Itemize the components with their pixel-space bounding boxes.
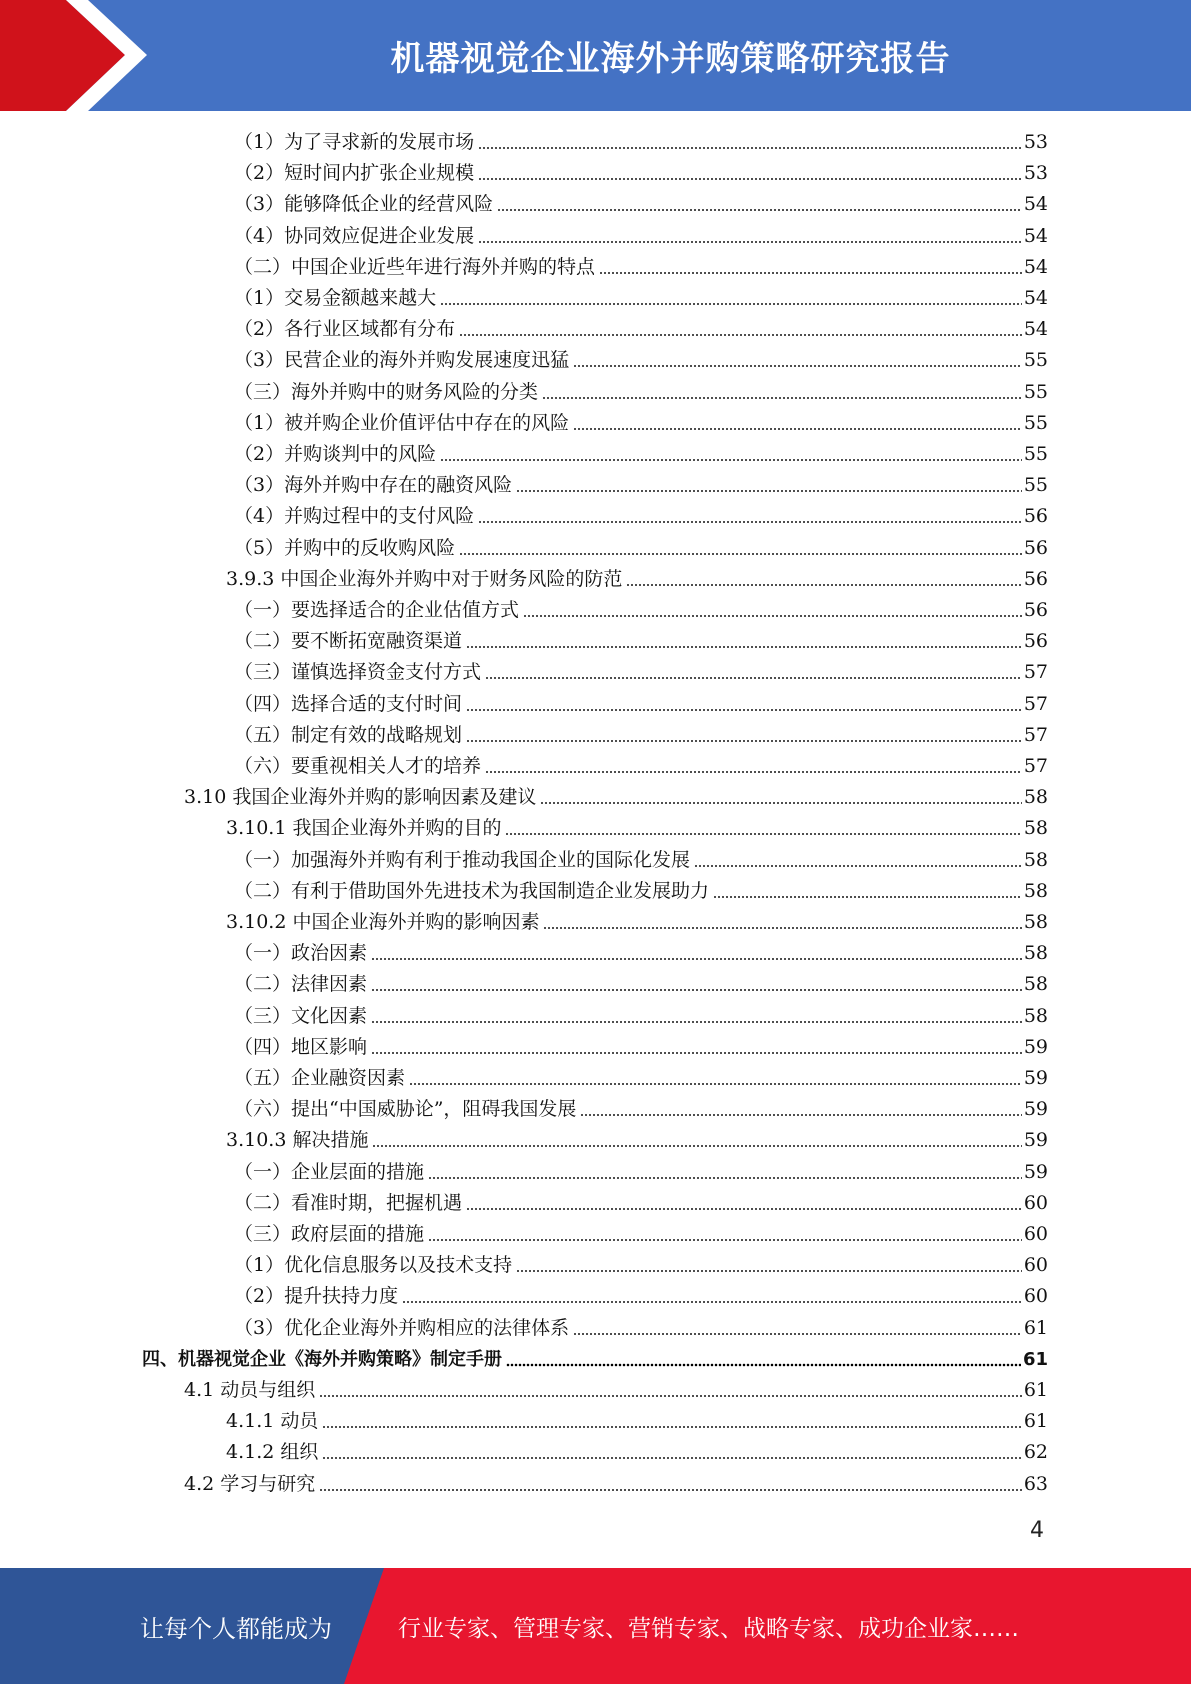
toc-entry-page: 55 [1023,349,1048,372]
toc-entry-title: （一）政治因素 [234,942,368,965]
toc-entry[interactable] [234,720,1048,751]
toc-entry-page: 61 [1022,1348,1048,1370]
toc-dot-leader [371,1034,1022,1065]
toc-entry-page: 59 [1023,1098,1048,1121]
toc-entry-page: 58 [1023,1004,1048,1027]
toc-dot-leader [694,847,1022,878]
toc-dot-leader [573,347,1022,378]
toc-dot-leader [319,1471,1022,1502]
toc-dot-leader [478,129,1022,160]
toc-dot-leader [402,1283,1022,1314]
toc-dot-leader [516,1252,1022,1283]
toc-entry-title: （3）优化企业海外并购相应的法律体系 [234,1316,570,1339]
toc-dot-leader [322,1439,1021,1470]
toc-entry-title: 4.1 动员与组织 [184,1379,316,1401]
toc-entry-page: 58 [1023,879,1048,902]
toc-entry[interactable] [234,876,1048,907]
toc-entry-title: （2）各行业区域都有分布 [234,318,456,341]
toc-dot-leader [371,1003,1022,1034]
toc-dot-leader [478,160,1022,191]
toc-entry[interactable] [234,377,1048,408]
toc-entry-title: （五）企业融资因素 [234,1067,406,1089]
toc-entry-page: 58 [1023,817,1048,840]
toc-dot-leader [440,441,1022,472]
toc-entry-title: （三）文化因素 [234,1004,368,1027]
toc-entry-title: （2）短时间内扩张企业规模 [234,162,475,185]
toc-entry-page: 53 [1023,131,1048,153]
toc-entry[interactable] [226,907,1048,938]
toc-entry-page: 57 [1023,661,1048,684]
toc-entry-page: 59 [1023,1035,1048,1058]
toc-entry[interactable] [234,751,1048,782]
toc-entry-title: 3.10 我国企业海外并购的影响因素及建议 [184,786,537,809]
toc-entry-page: 56 [1023,505,1048,528]
toc-dot-leader [542,379,1022,410]
toc-entry[interactable] [226,1125,1048,1156]
toc-entry-page: 57 [1023,692,1048,715]
toc-entry[interactable] [226,1406,1048,1437]
toc-dot-leader [459,535,1022,566]
toc-entry-page: 55 [1023,380,1048,403]
toc-entry-page: 57 [1023,755,1048,777]
toc-entry-page: 56 [1023,630,1048,653]
toc-entry-title: （一）企业层面的措施 [234,1160,425,1183]
toc-dot-leader [322,1408,1021,1439]
page-number: 4 [1030,1518,1044,1543]
toc-entry-page: 63 [1023,1472,1048,1495]
toc-entry[interactable] [184,782,1048,813]
toc-entry-page: 54 [1023,287,1048,309]
toc-entry-title: （二）中国企业近些年进行海外并购的特点 [234,255,596,278]
toc-entry-title: （2）提升扶持力度 [234,1285,399,1308]
toc-entry-title: （三）谨慎选择资金支付方式 [234,661,482,684]
toc-entry[interactable] [234,595,1048,626]
toc-entry-title: （三）海外并购中的财务风险的分类 [234,380,539,403]
toc-entry-page: 61 [1023,1379,1048,1401]
toc-entry[interactable] [234,408,1048,439]
toc-dot-leader [523,597,1022,628]
toc-entry[interactable] [142,1344,1048,1375]
toc-entry-title: （六）要重视相关人才的培养 [234,755,482,777]
toc-entry-page: 55 [1023,411,1048,434]
toc-entry-page: 53 [1023,162,1048,185]
toc-dot-leader [319,1377,1022,1408]
toc-entry-title: （1）交易金额越来越大 [234,287,437,309]
page-header [0,0,1191,111]
toc-entry[interactable] [226,1437,1048,1468]
toc-entry-title: （1）被并购企业价值评估中存在的风险 [234,411,570,434]
toc-entry-title: 4.2 学习与研究 [184,1472,316,1495]
toc-entry[interactable] [234,501,1048,532]
toc-entry[interactable] [234,221,1048,252]
toc-entry-title: （一）加强海外并购有利于推动我国企业的国际化发展 [234,848,691,871]
footer-slogan-left: 让每个人都能成为 [140,1614,332,1643]
toc-entry[interactable] [184,1375,1048,1406]
toc-dot-leader [540,784,1021,815]
toc-entry-page: 57 [1023,723,1048,746]
toc-entry-title: （六）提出“中国威胁论”，阻碍我国发展 [234,1098,577,1121]
toc-entry-page: 54 [1023,318,1048,341]
toc-entry[interactable] [234,1157,1048,1188]
toc-entry-title: （4）协同效应促进企业发展 [234,224,475,247]
toc-entry-page: 54 [1023,255,1048,278]
toc-entry-title: （三）政府层面的措施 [234,1223,425,1245]
toc-entry-page: 61 [1023,1316,1048,1339]
toc-entry[interactable] [184,1469,1048,1500]
toc-entry-page: 60 [1023,1223,1048,1245]
toc-dot-leader [516,472,1022,503]
toc-entry-title: （四）地区影响 [234,1035,368,1058]
toc-entry[interactable] [234,1219,1048,1250]
toc-entry-title: （3）能够降低企业的经营风险 [234,193,494,216]
toc-entry-page: 61 [1023,1410,1048,1433]
toc-entry-title: 4.1.2 组织 [226,1441,319,1464]
toc-entry-title: （3）海外并购中存在的融资风险 [234,474,513,497]
toc-entry-title: 3.10.3 解决措施 [226,1129,369,1152]
toc-entry-page: 59 [1023,1067,1048,1089]
toc-dot-leader [626,566,1021,597]
toc-dot-leader [573,410,1022,441]
toc-entry[interactable] [234,969,1048,1000]
toc-entry[interactable] [234,533,1048,564]
toc-entry[interactable] [234,1032,1048,1063]
toc-dot-leader [497,191,1022,222]
toc-dot-leader [580,1096,1021,1127]
toc-entry[interactable] [234,626,1048,657]
toc-dot-leader [466,691,1022,722]
toc-dot-leader [506,1346,1021,1377]
toc-entry[interactable] [234,1063,1048,1094]
report-title: 机器视觉企业海外并购策略研究报告 [390,39,951,79]
toc-entry[interactable] [234,158,1048,189]
page-footer [0,1568,1191,1684]
toc-entry-title: 3.10.1 我国企业海外并购的目的 [226,817,502,840]
toc-dot-leader [505,815,1021,846]
toc-entry-page: 59 [1023,1129,1048,1152]
toc-entry[interactable] [234,439,1048,470]
toc-entry[interactable] [234,689,1048,720]
toc-entry[interactable] [226,564,1048,595]
toc-entry[interactable] [234,845,1048,876]
toc-entry[interactable] [234,938,1048,969]
toc-dot-leader [466,722,1022,753]
toc-entry-page: 55 [1023,474,1048,497]
toc-dot-leader [440,285,1022,316]
toc-dot-leader [409,1065,1022,1096]
toc-entry-title: 3.9.3 中国企业海外并购中对于财务风险的防范 [226,567,623,590]
toc-entry-title: （五）制定有效的战略规划 [234,723,463,746]
toc-entry-title: （3）民营企业的海外并购发展速度迅猛 [234,349,570,372]
toc-entry[interactable] [234,283,1048,314]
toc-entry-title: 四、机器视觉企业《海外并购策略》制定手册 [142,1348,502,1370]
toc-entry[interactable] [234,252,1048,283]
toc-entry[interactable] [234,1313,1048,1344]
toc-entry-title: （2）并购谈判中的风险 [234,443,437,465]
toc-entry-title: （二）有利于借助国外先进技术为我国制造企业发展助力 [234,879,710,902]
toc-dot-leader [573,1315,1022,1346]
toc-entry-title: （4）并购过程中的支付风险 [234,505,475,528]
toc-entry-title: （四）选择合适的支付时间 [234,692,463,715]
header-arrow-decoration [0,0,160,111]
toc-entry-title: （一）要选择适合的企业估值方式 [234,599,520,621]
toc-entry-page: 58 [1023,973,1048,996]
toc-entry-page: 55 [1023,443,1048,465]
toc-entry[interactable] [234,345,1048,376]
toc-dot-leader [543,909,1021,940]
toc-dot-leader [599,254,1022,285]
toc-entry-page: 62 [1023,1441,1048,1464]
toc-dot-leader [713,878,1022,909]
toc-entry[interactable] [234,189,1048,220]
toc-entry-title: （1）优化信息服务以及技术支持 [234,1254,513,1277]
toc-entry-page: 56 [1023,536,1048,559]
toc-entry-title: 3.10.2 中国企业海外并购的影响因素 [226,911,540,933]
toc-dot-leader [371,940,1022,971]
toc-entry[interactable] [234,1281,1048,1312]
toc-dot-leader [371,971,1022,1002]
toc-entry-page: 60 [1023,1285,1048,1308]
toc-dot-leader [485,659,1022,690]
toc-entry-title: （二）法律因素 [234,973,368,996]
toc-entry[interactable] [234,127,1048,158]
toc-dot-leader [466,628,1022,659]
toc-dot-leader [478,223,1022,254]
toc-dot-leader [428,1159,1022,1190]
footer-slogan-right: 行业专家、管理专家、营销专家、战略专家、成功企业家…… [398,1615,1019,1642]
toc-dot-leader [372,1127,1021,1158]
toc-entry[interactable] [234,657,1048,688]
toc-entry[interactable] [234,470,1048,501]
toc-entry[interactable] [234,1094,1048,1125]
toc-entry-title: （1）为了寻求新的发展市场 [234,131,475,153]
toc-entry-page: 56 [1023,599,1048,621]
toc-entry-title: （5）并购中的反收购风险 [234,536,456,559]
toc-entry[interactable] [234,314,1048,345]
toc-entry-title: （二）看准时期，把握机遇 [234,1191,463,1214]
toc-entry[interactable] [234,1250,1048,1281]
toc-dot-leader [428,1221,1022,1252]
toc-dot-leader [485,753,1022,784]
toc-entry[interactable] [226,813,1048,844]
toc-entry[interactable] [234,1188,1048,1219]
toc-dot-leader [466,1190,1022,1221]
toc-dot-leader [478,503,1022,534]
toc-entry-title: 4.1.1 动员 [226,1410,319,1433]
toc-entry-page: 54 [1023,193,1048,216]
toc-entry-page: 58 [1023,911,1048,933]
toc-entry-page: 58 [1023,786,1048,809]
toc-entry-page: 59 [1023,1160,1048,1183]
toc-entry-title: （二）要不断拓宽融资渠道 [234,630,463,653]
toc-entry[interactable] [234,1001,1048,1032]
toc-entry-page: 60 [1023,1191,1048,1214]
toc-entry-page: 54 [1023,224,1048,247]
toc-entry-page: 58 [1023,848,1048,871]
toc-entry-page: 58 [1023,942,1048,965]
toc-entry-page: 56 [1023,567,1048,590]
toc-dot-leader [459,316,1022,347]
toc-entry-page: 60 [1023,1254,1048,1277]
